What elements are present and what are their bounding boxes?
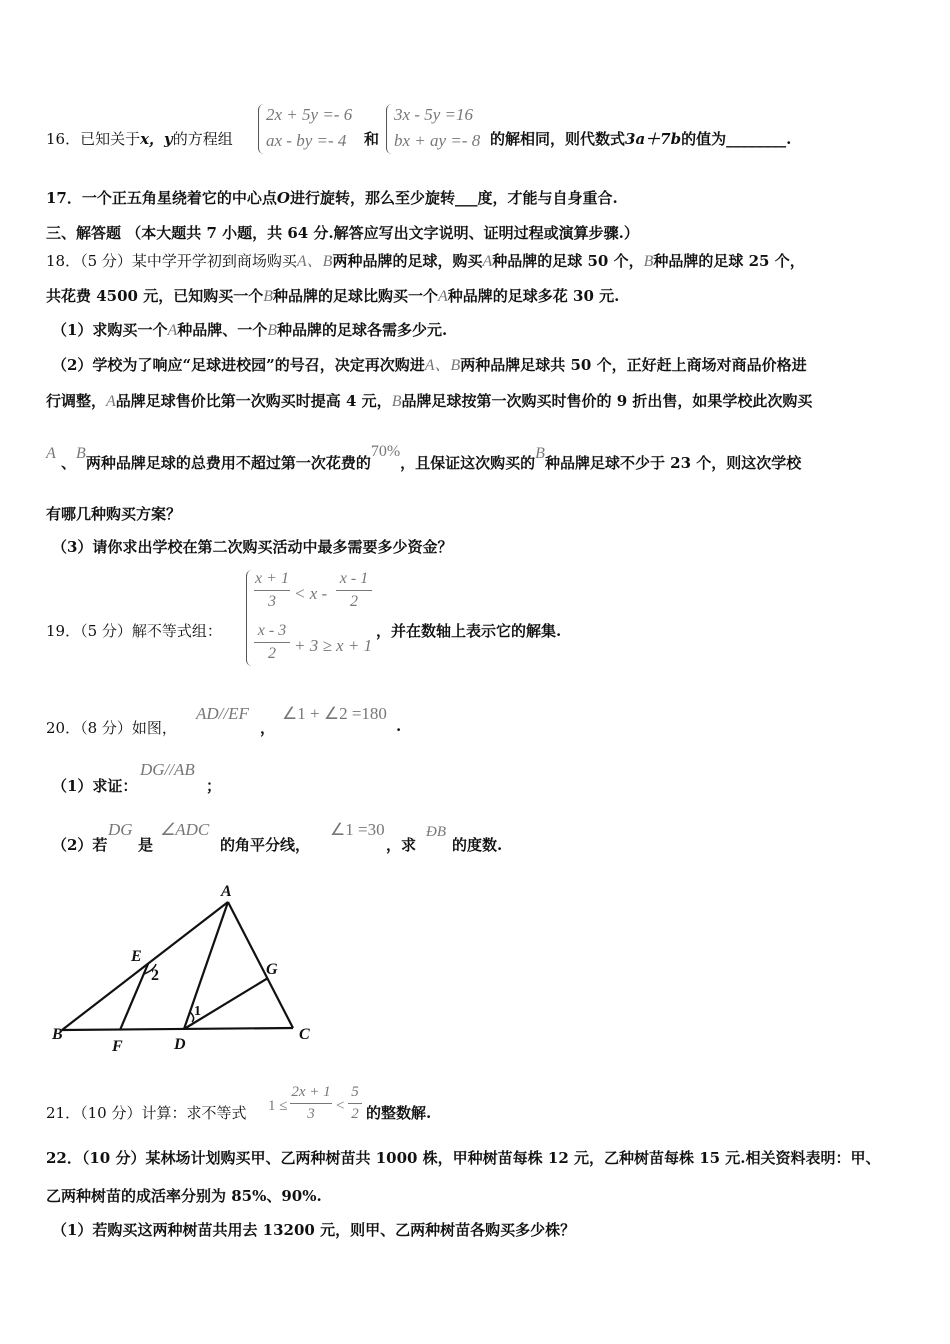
q16-sys1-eq2: ax - by =- 4 [266,131,347,150]
q20-p2-dg: DG [108,820,133,839]
label-1: 1 [194,1004,201,1019]
q19-post: ，并在数轴上表示它的解集. [376,622,562,640]
q19-f1-num: x + 1 [255,570,289,587]
q20-part-1 [52,775,137,796]
segment-ba [62,902,228,1030]
q18-part-1 [52,319,447,340]
q18-l1e: 种品牌的足球 50 个， [492,252,644,270]
q18-p1: （1）求购买一个 [52,321,168,339]
q18-l2-a: A [438,288,448,305]
q16-sys2-eq2: bx + ay =- 8 [394,131,481,150]
q18-p2l3-a: A [46,445,56,462]
q20-pre: 20．（8 分）如图， [46,719,177,737]
q18-p2l2e: 品牌足球按第一次购买时售价的 9 折出售，如果学校此次购买 [401,392,813,410]
q20-p2: （2）若 [52,836,108,854]
q19-f3-num: x - 3 [257,622,287,639]
q18-l1-a: A [482,253,493,270]
q20-p1-end: ； [206,777,222,795]
q21-rhs-den: 2 [351,1106,359,1122]
q16-system-1 [266,102,352,154]
q21-lt: < [336,1098,345,1114]
label-c: C [299,1026,310,1043]
q16-tail [490,128,791,149]
q16-prefix: 16．已知关于 [46,130,141,148]
q19-frac-2 [336,570,372,611]
q18-l2e: 种品牌的足球多花 30 元. [447,287,620,305]
q21-rhs-num: 5 [351,1084,359,1100]
label-b: B [52,1026,63,1043]
q17-tail: 度，才能与自身重合. [477,189,618,207]
q20-p2-find: ，求 [386,836,417,854]
q21-line [46,1102,246,1123]
q18-p1c: 种品牌、一个 [177,321,268,339]
q20-p2-angleb: ÐB [426,824,446,840]
q18-l2: 共花费 4500 元，已知购买一个 [46,287,264,305]
q20-line [46,717,177,738]
q18-p2: （2）学校为了响应“足球进校园”的号召，决定再次购进 [52,356,425,374]
q18-p1-a: A [167,322,178,339]
q20-p2-is: 是 [138,836,154,854]
q21-frac-rhs [348,1084,362,1123]
q19-brace [246,570,253,666]
q22-line-2: 乙两种树苗的成活率分别为 85%、90%. [46,1187,322,1205]
q18-p2l3-b2: B [535,445,545,462]
q19-frac-3 [254,622,290,663]
q18-l1: 18．（5 分）某中学开学初到商场购买 [46,252,297,270]
q16-and: 和 [364,130,380,148]
q16-answer: 的值为________. [681,130,792,148]
q18-l1g: 种品牌的足球 25 个， [653,252,805,270]
q21-frac [290,1084,332,1123]
q18-part-2-line-4: 有哪几种购买方案？ [46,505,182,523]
q22-part-1: （1）若购买这两种树苗共用去 13200 元，则甲、乙两种树苗各购买多少株？ [52,1221,576,1239]
q16-line [46,128,233,149]
q19-f2-den: 2 [350,593,358,610]
q21-pre: 21．（10 分）计算：求不等式 [46,1104,247,1122]
segment-ac [228,902,293,1028]
q18-part-2 [52,352,807,375]
q16-brace-2 [386,104,393,154]
q17-prefix: 17．一个正五角星绕着它的中心点 [46,189,277,207]
q16-vars: x，y [140,130,173,148]
q18-p2l2: 行调整， [46,392,107,410]
q17-point: O [276,189,290,207]
q18-line-1 [46,248,805,271]
q18-p1-b: B [267,322,278,339]
q18-p2l2c: 品牌足球售价比第一次购买时提高 4 元， [115,392,392,410]
q18-p2l3-sep: 、 [61,454,77,472]
q20-cond-1: AD//EF [196,704,249,723]
q18-p2l2-b: B [391,393,402,410]
q20-cond-2: ∠1 + ∠2 =180 [282,704,387,723]
triangle-figure [40,870,340,1060]
q19-prefix [46,620,222,641]
q19-f3-den: 2 [268,645,276,662]
q20-sep: ， [260,719,276,737]
q20-end: . [396,717,402,735]
q18-p2l3f: ，且保证这次购买的 [400,454,536,472]
label-f: F [112,1038,123,1055]
segment-bc [62,1028,293,1030]
q22-line-1: 22．（10 分）某林场计划购买甲、乙两种树苗共 1000 株，甲种树苗每株 12 元，乙种树苗每株 15 元.相关资料表明：甲、 [46,1149,881,1167]
q16-post: 的解相同，则代数式 [490,130,626,148]
q19-rel-2: + 3 ≥ x + 1 [294,636,373,655]
q18-p2l3d: 两种品牌足球的总费用不超过第一次花费的 [85,454,371,472]
q19-frac-1 [254,570,290,611]
q21-frac-num: 2x + 1 [291,1084,331,1100]
q19-rel-1: < x - [294,584,328,603]
section-3-header: 三、解答题 （本大题共 7 小题，共 64 分.解答应写出文字说明、证明过程或演算步骤.） [46,224,639,242]
q20-p1: （1）求证： [52,777,138,795]
q18-part-2-line-2 [46,390,812,411]
q17-line [46,187,618,208]
q19-f1-den: 3 [268,593,276,610]
q20-part-2 [52,834,107,855]
segment-ad [184,902,228,1029]
q17-blank: ___ [454,189,478,207]
q16-system-2 [394,102,480,154]
q20-p2-angle1: ∠1 =30 [330,820,385,839]
q21-lhs: 1 ≤ [268,1098,288,1114]
q16-sys1-eq1: 2x + 5y =- 6 [266,105,353,124]
q18-l2c: 种品牌的足球比购买一个 [272,287,438,305]
q16-brace-1 [258,104,265,154]
q18-p2-ab: A、B [424,357,461,374]
q18-l1c: 两种品牌的足球，购买 [332,252,483,270]
q18-line-2 [46,285,619,306]
q18-p1e: 种品牌的足球各需多少元. [277,321,448,339]
q20-p2-end: 的度数. [452,836,503,854]
q18-p2c: 两种品牌足球共 50 个，正好赶上商场对商品价格进 [460,356,807,374]
q21-frac-den: 3 [307,1106,315,1122]
q18-l1-ab: A、B [296,253,333,270]
label-a: A [221,883,232,900]
q20-p2-bisector: 的角平分线， [220,836,311,854]
label-d: D [174,1036,186,1053]
q21-post: 的整数解. [366,1104,432,1122]
q18-p2l3-b: B [76,445,86,462]
q16-expr: 3a＋7b [625,130,682,148]
q18-l1-b: B [643,253,654,270]
q18-part-2-line-3 [46,443,802,473]
label-2: 2 [151,967,159,984]
q18-p2l2-a: A [106,393,116,410]
label-e: E [131,948,142,965]
q19-pre: 19．（5 分）解不等式组： [46,622,222,640]
q18-l2-b: B [263,288,273,305]
q18-p2l3h: 种品牌足球不少于 23 个，则这次学校 [544,454,802,472]
q17-post: 进行旋转，那么至少旋转 [289,189,455,207]
q18-p2l3-percent: 70% [370,443,401,460]
q19-f2-num: x - 1 [339,570,369,587]
q16-mid: 的方程组 [172,130,233,148]
q16-sys2-eq1: 3x - 5y =16 [394,105,473,124]
q20-p2-angle: ∠ADC [160,820,210,839]
q18-part-3: （3）请你求出学校在第二次购买活动中最多需要多少资金？ [52,538,453,556]
label-g: G [266,961,278,978]
q20-p1-math: DG//AB [140,760,195,779]
